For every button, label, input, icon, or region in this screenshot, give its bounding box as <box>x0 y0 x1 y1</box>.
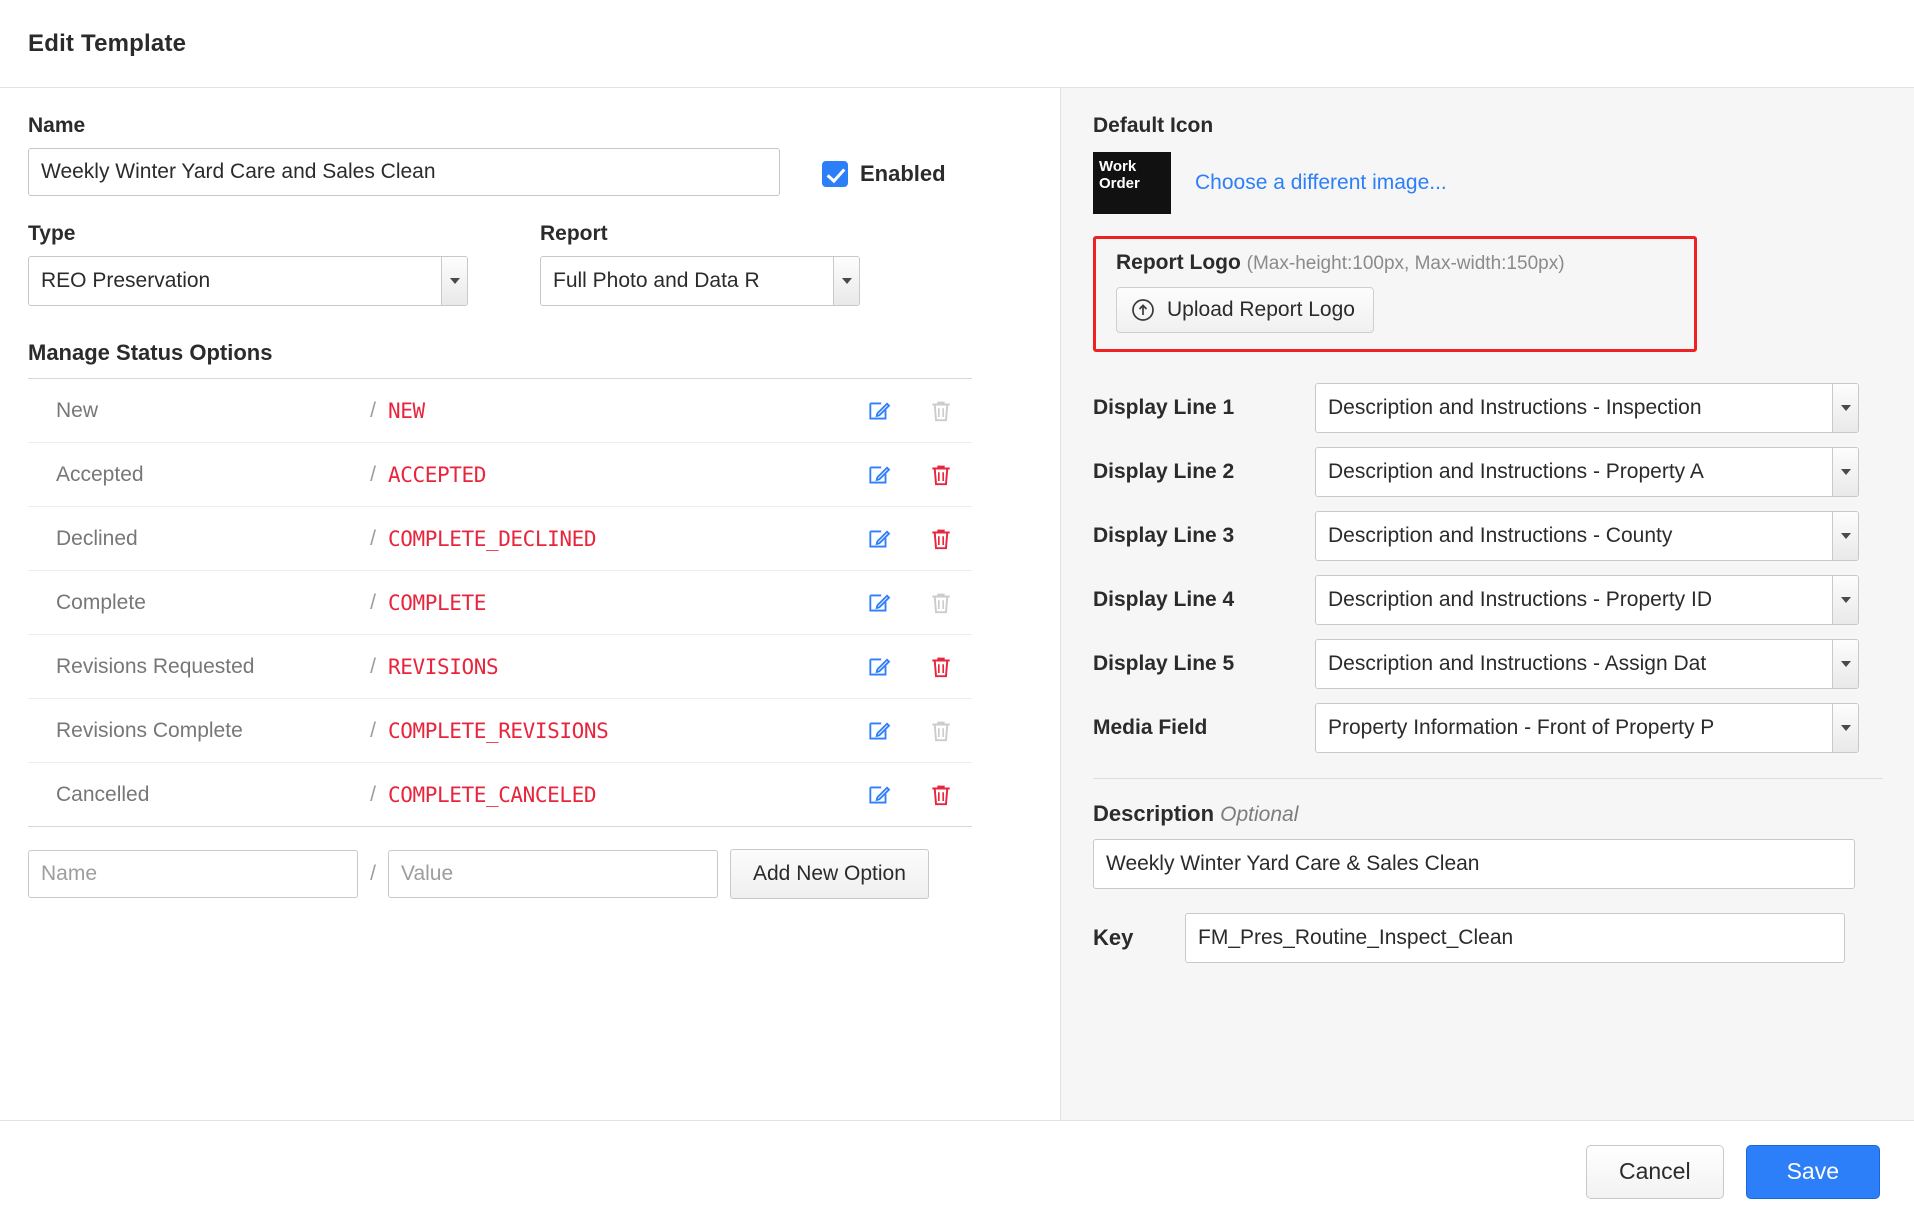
save-button[interactable]: Save <box>1746 1145 1880 1199</box>
status-separator: / <box>370 590 376 614</box>
table-row <box>28 507 972 571</box>
description-optional-text: Optional <box>1220 803 1299 826</box>
delete-status-option-button[interactable] <box>910 782 972 808</box>
report-label: Report <box>540 222 608 245</box>
display-line-label: Display Line 4 <box>1093 588 1235 611</box>
description-input[interactable] <box>1093 839 1855 889</box>
display-line-select[interactable] <box>1315 383 1859 433</box>
chevron-down-icon[interactable] <box>1832 512 1858 560</box>
type-group <box>28 222 468 306</box>
cancel-button[interactable]: Cancel <box>1586 1145 1724 1199</box>
template-name-input[interactable] <box>28 148 780 196</box>
name-label: Name <box>28 114 86 137</box>
display-line-label: Display Line 3 <box>1093 524 1235 547</box>
key-label: Key <box>1093 925 1134 950</box>
choose-different-image-link[interactable]: Choose a different image... <box>1195 171 1447 194</box>
dialog-header <box>0 0 1914 88</box>
display-line-value: Description and Instructions - County <box>1328 524 1673 547</box>
chevron-down-icon[interactable] <box>1832 448 1858 496</box>
page-title: Edit Template <box>28 29 187 57</box>
add-new-option-button[interactable]: Add New Option <box>730 849 929 899</box>
status-option-name: Declined <box>56 526 138 550</box>
left-pane <box>0 88 1060 1120</box>
display-line-value: Description and Instructions - Assign Dat <box>1328 652 1707 675</box>
type-label: Type <box>28 222 76 245</box>
display-line-value: Description and Instructions - Inspection <box>1328 396 1702 419</box>
edit-status-option-button[interactable] <box>848 526 910 552</box>
display-line-value: Description and Instructions - Property ID <box>1328 588 1712 611</box>
display-line-row <box>1093 504 1878 568</box>
display-line-label: Media Field <box>1093 716 1208 739</box>
edit-status-option-button[interactable] <box>848 718 910 744</box>
status-option-name: Revisions Requested <box>56 654 255 678</box>
work-order-icon-line2: Order <box>1099 175 1140 192</box>
display-line-row <box>1093 376 1878 440</box>
display-line-label: Display Line 2 <box>1093 460 1235 483</box>
table-row <box>28 379 972 443</box>
enabled-label: Enabled <box>860 161 946 186</box>
status-option-name: Complete <box>56 590 146 614</box>
status-options-table <box>28 378 972 827</box>
dialog-body <box>0 88 1914 1120</box>
default-icon-row <box>1093 152 1878 214</box>
edit-status-option-button[interactable] <box>848 590 910 616</box>
table-row <box>28 443 972 507</box>
status-separator: / <box>370 654 376 678</box>
delete-status-option-button[interactable] <box>910 654 972 680</box>
status-separator: / <box>370 782 376 806</box>
new-option-name-input[interactable] <box>28 850 358 898</box>
section-divider <box>1093 778 1883 779</box>
table-row <box>28 635 972 699</box>
edit-status-option-button[interactable] <box>848 398 910 424</box>
chevron-down-icon[interactable] <box>833 257 859 305</box>
new-option-value-input[interactable] <box>388 850 718 898</box>
chevron-down-icon[interactable] <box>1832 640 1858 688</box>
report-logo-section <box>1093 236 1697 352</box>
display-line-select[interactable] <box>1315 447 1859 497</box>
report-select[interactable] <box>540 256 860 306</box>
report-logo-label <box>1116 251 1678 275</box>
status-option-name: Accepted <box>56 462 144 486</box>
type-select-value: REO Preservation <box>41 269 211 292</box>
delete-status-option-button[interactable] <box>910 462 972 488</box>
status-option-value: ACCEPTED <box>388 462 486 487</box>
upload-report-logo-label: Upload Report Logo <box>1167 298 1355 321</box>
display-line-row <box>1093 568 1878 632</box>
delete-status-option-button <box>910 398 972 424</box>
description-label <box>1093 801 1878 827</box>
display-line-select[interactable] <box>1315 703 1859 753</box>
key-input[interactable] <box>1185 913 1845 963</box>
default-icon-label: Default Icon <box>1093 114 1214 137</box>
status-option-name: Revisions Complete <box>56 718 243 742</box>
status-option-name: New <box>56 398 99 422</box>
status-separator: / <box>370 462 376 486</box>
status-option-name: Cancelled <box>56 782 150 806</box>
add-separator: / <box>370 862 376 885</box>
display-lines-list <box>1093 376 1878 760</box>
display-line-row <box>1093 632 1878 696</box>
status-separator: / <box>370 398 376 422</box>
chevron-down-icon[interactable] <box>1832 384 1858 432</box>
manage-status-options-title: Manage Status Options <box>28 340 273 365</box>
description-label-text: Description <box>1093 801 1215 826</box>
enabled-toggle[interactable] <box>822 161 946 187</box>
display-line-row <box>1093 696 1878 760</box>
edit-status-option-button[interactable] <box>848 654 910 680</box>
key-row <box>1093 913 1878 963</box>
edit-status-option-button[interactable] <box>848 462 910 488</box>
display-line-value: Property Information - Front of Property P <box>1328 716 1715 739</box>
display-line-select[interactable] <box>1315 575 1859 625</box>
display-line-label: Display Line 1 <box>1093 396 1235 419</box>
display-line-label: Display Line 5 <box>1093 652 1235 675</box>
report-select-value: Full Photo and Data R <box>553 269 760 292</box>
display-line-row <box>1093 440 1878 504</box>
delete-status-option-button[interactable] <box>910 526 972 552</box>
work-order-icon-line1: Work <box>1099 158 1137 175</box>
type-report-row <box>28 222 1028 306</box>
report-logo-hint: (Max-height:100px, Max-width:150px) <box>1246 253 1565 274</box>
edit-status-option-button[interactable] <box>848 782 910 808</box>
status-option-value: COMPLETE_REVISIONS <box>388 718 609 743</box>
add-option-row <box>28 849 1028 899</box>
display-line-select[interactable] <box>1315 639 1859 689</box>
upload-icon <box>1131 298 1155 322</box>
status-option-value: COMPLETE <box>388 590 486 615</box>
table-row <box>28 763 972 827</box>
scroll-fade <box>1061 1094 1914 1120</box>
chevron-down-icon[interactable] <box>1832 704 1858 752</box>
status-separator: / <box>370 718 376 742</box>
right-pane <box>1060 88 1914 1120</box>
dialog-footer <box>0 1120 1914 1222</box>
display-line-value: Description and Instructions - Property A <box>1328 460 1704 483</box>
report-group <box>540 222 860 306</box>
delete-status-option-button <box>910 718 972 744</box>
report-logo-title-text: Report Logo <box>1116 251 1241 274</box>
display-line-select[interactable] <box>1315 511 1859 561</box>
name-row <box>28 148 1028 196</box>
upload-report-logo-button[interactable] <box>1116 287 1374 333</box>
type-select[interactable] <box>28 256 468 306</box>
chevron-down-icon[interactable] <box>1832 576 1858 624</box>
work-order-icon <box>1093 152 1171 214</box>
status-option-value: COMPLETE_DECLINED <box>388 526 597 551</box>
table-row <box>28 699 972 763</box>
delete-status-option-button <box>910 590 972 616</box>
status-option-value: NEW <box>388 398 425 423</box>
status-option-value: REVISIONS <box>388 654 499 679</box>
status-option-value: COMPLETE_CANCELED <box>388 782 597 807</box>
enabled-checkbox[interactable] <box>822 161 848 187</box>
chevron-down-icon[interactable] <box>441 257 467 305</box>
table-row <box>28 571 972 635</box>
status-separator: / <box>370 526 376 550</box>
